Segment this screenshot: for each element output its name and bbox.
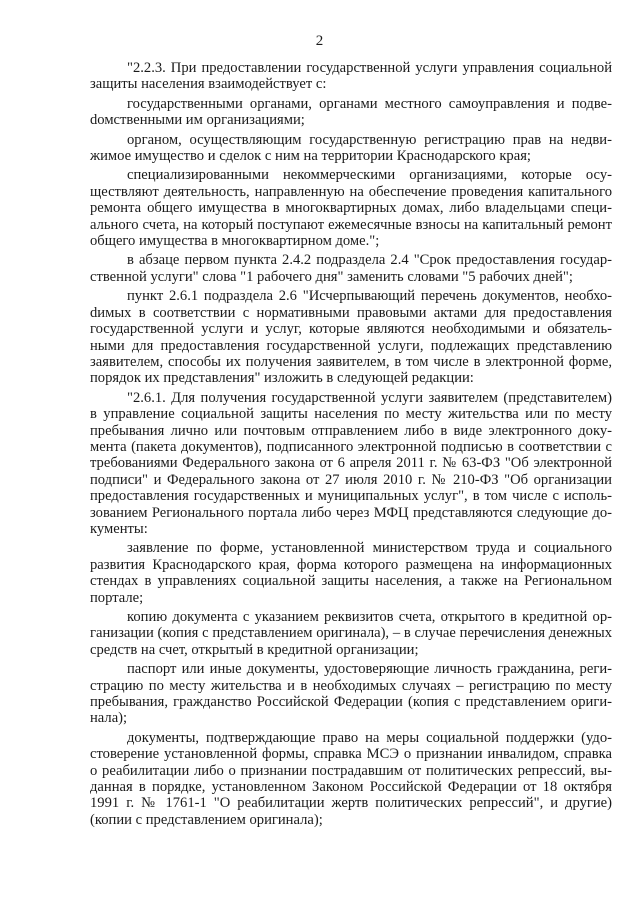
paragraph-2-6-1-text: "2.6.1. Для получения государственной услуги заявителем (представителем) в управление социальной защиты населения по месту жительства или по месту пребывания лично или почтовым отправлением либо в виде электронного документа (пакета документов), подписанного электронной подписью в соответствии с требованиями Федерального закона от 6 апреля 2011 г. № 63-ФЗ "Об электронной подписи" и Федерального закона от 27 июля 2010 г. № 210-ФЗ "Об организации предоставления государственных и муниципальных услуг", в том числе с использованием Регионального портала либо через МФЦ представляются следующие документы: xyxy=(90,389,612,537)
paragraph-bank-account-copy: копию документа с указанием реквизитов счета, открытого в кредитной организации (копия с представлением оригинала), – в случае перечисления денежных средств на счет, открытый в кредитной организации; xyxy=(90,609,612,658)
paragraph-registration-body: органом, осуществляющим государственную регистрацию прав на недвижимое имущество и сделок с ним на территории Краснодарского края; xyxy=(90,131,612,165)
paragraph-nonprofit-organizations: специализированными некоммерческими организациями, которые осуществляют деятельность, направленную на обеспечение проведения капитального ремонта общего имущества в многоквартирных домах, либо владельцами специального счета, на который поступают ежемесячные взносы на капитальный ремонт общего имущества в многоквартирном доме."; xyxy=(90,167,612,250)
paragraph-2-4-2-amendment: в абзаце первом пункта 2.4.2 подраздела 2.4 "Срок предоставления государственной услуги" слова "1 рабочего дня" заменить словами "5 рабочих дней"; xyxy=(90,252,612,285)
paragraph-passport: паспорт или иные документы, удостоверяющие личность гражданина, регистрацию по месту жительства и в необходимых случаях – регистрацию по месту пребывания, гражданство Российской Федерации (копия с представлением оригинала); xyxy=(90,661,612,727)
paragraph-state-bodies: государственными органами, органами местного самоуправления и подвеdомственными им организациями; xyxy=(90,95,612,129)
paragraph-application-form: заявление по форме, установленной министерством труда и социального развития Краснодарского края, форма которого размещена на информационных стендах в управлениях социальной защиты населения, а также на Региональном портале; xyxy=(90,540,612,606)
document-body xyxy=(90,60,612,831)
paragraph-2-2-3: "2.2.3. При предоставлении государственной услуги управления социальной защиты населения взаимодействует с: xyxy=(90,60,612,93)
page-number: 2 xyxy=(315,33,324,49)
paragraph-entitlement-documents: документы, подтверждающие право на меры социальной поддержки (удостоверение установленной формы, справка МСЭ о признании инвалидом, справка о реабилитации либо о признании пострадавшим от политических репрессий, выданная в порядке, установленном Законом Российской Федерации от 18 октября 1991 г. № 1761-1 "О реабилитации жертв политических репрессий", и другие) (копии с представлением оригинала); xyxy=(90,729,612,828)
paragraph-2-6-1-amendment: пункт 2.6.1 подраздела 2.6 "Исчерпывающий перечень документов, необхоdимых в соответствии с нормативными правовыми актами для предоставления государственной услуги и услуг, которые являются необходимыми и обязательными для предоставления государственной услуги, подлежащих представлению заявителем, способы их получения заявителем, в том числе в электронной форме, порядок их представления" изложить в следующей редакции: xyxy=(90,288,612,387)
